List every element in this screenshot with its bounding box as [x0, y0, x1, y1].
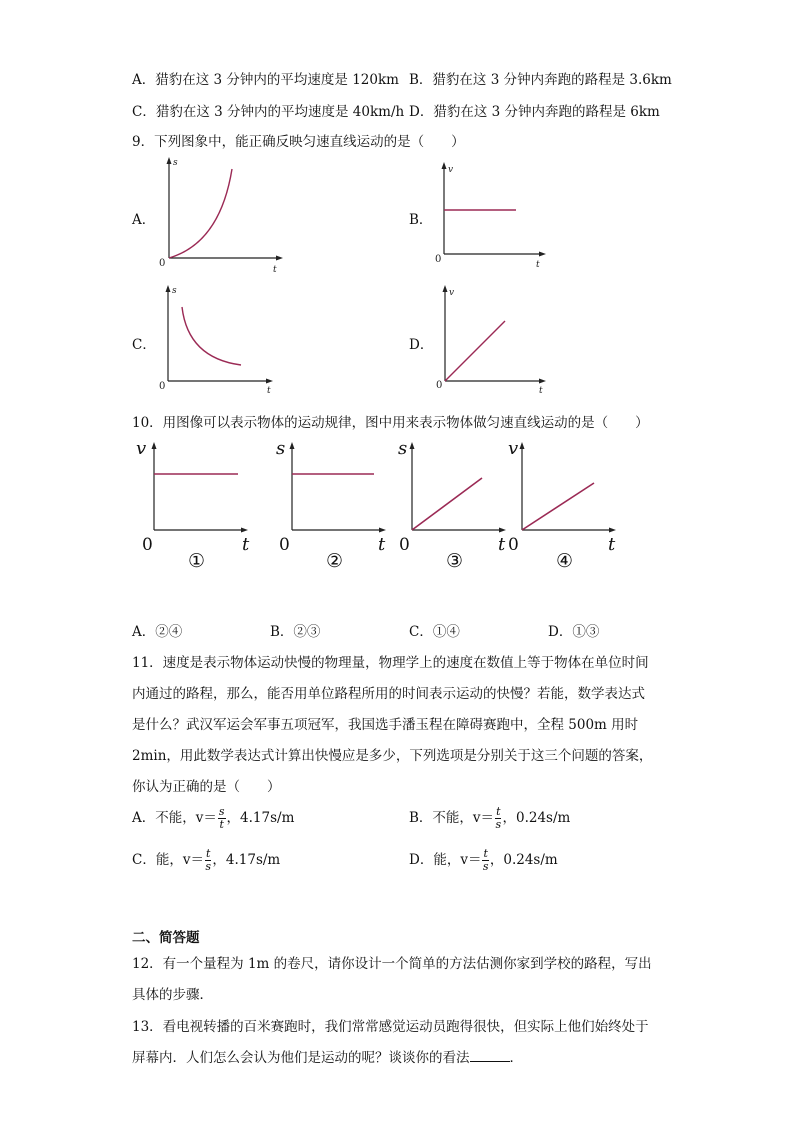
q10-graph-4-number: ④	[556, 550, 574, 572]
q10-4-y-label: v	[508, 438, 519, 459]
q10-1-origin: 0	[142, 535, 153, 554]
q11-stem-line-5: 你认为正确的是（ ）	[132, 779, 281, 795]
q9-graph-a	[155, 155, 285, 275]
q11-stem-line-2: 内通过的路程，那么，能否用单位路程所用的时间表示运动的快慢？若能，数学表达式	[132, 686, 645, 702]
q9a-x-label: t	[273, 265, 277, 275]
q12-line-2: 具体的步骤．	[132, 987, 213, 1003]
q11-stem-line-3: 是什么？武汉军运会军事五项冠军，我国选手潘玉程在障碍赛跑中，全程 500m 用时	[132, 717, 639, 733]
q9c-x-label: t	[267, 386, 271, 395]
q9-stem: 9．下列图象中，能正确反映匀速直线运动的是（ ）	[132, 134, 465, 150]
q10-graph-2-number: ②	[326, 550, 344, 572]
q8-option-d: D．猎豹在这 3 分钟内奔跑的路程是 6km	[409, 104, 660, 120]
q10-3-y-label: s	[398, 438, 408, 459]
q10-4-origin: 0	[508, 535, 519, 554]
q10-option-b: B．②③	[270, 624, 321, 640]
q9c-origin: 0	[159, 381, 166, 392]
q11-option-d: D．能，v＝ $\frac{t}{s}$ ，0.24s/m	[409, 847, 558, 873]
q11-option-c: C．能，v＝ $\frac{t}{s}$ ，4.17s/m	[132, 847, 281, 873]
q10-2-origin: 0	[279, 535, 290, 554]
q11-stem-line-4: 2min，用此数学表达式计算出快慢应是多少，下列选项是分别关于这三个问题的答案，	[132, 748, 653, 764]
q9b-origin: 0	[435, 254, 442, 265]
q10-2-y-label: s	[276, 438, 286, 459]
q10-2-x-label: t	[378, 534, 386, 554]
q9d-y-label: v	[449, 288, 455, 298]
q13-line-2: 屏幕内．人们怎么会认为他们是运动的呢？谈谈你的看法 ．	[132, 1050, 523, 1066]
q10-option-c: C．①④	[409, 624, 460, 640]
q10-4-x-label: t	[608, 534, 616, 554]
q11d-fraction: $\frac{t}{s}$	[482, 847, 489, 873]
q13-line-1: 13．看电视转播的百米赛跑时，我们常常感觉运动员跑得很快，但实际上他们始终处于	[132, 1019, 649, 1035]
q9b-y-label: v	[448, 165, 454, 175]
q10-graph-3	[394, 434, 514, 554]
answer-blank[interactable]	[470, 1049, 510, 1062]
q11a-fraction: $\frac{s}{t}$	[218, 805, 225, 831]
q10-graph-4	[504, 434, 624, 554]
q10-option-a: A．②④	[132, 624, 183, 640]
section-title: 二、简答题	[132, 930, 200, 946]
q9b-x-label: t	[536, 260, 540, 270]
q8-option-c: C．猎豹在这 3 分钟内的平均速度是 40km/h	[132, 104, 405, 120]
q10-1-y-label: v	[136, 438, 147, 459]
q10-option-d: D．①③	[548, 624, 600, 640]
q12-line-1: 12．有一个量程为 1m 的卷尺，请你设计一个简单的方法估测你家到学校的路程，写出	[132, 956, 652, 972]
q9-label-b: B．	[409, 212, 433, 228]
q9d-x-label: t	[539, 386, 543, 395]
q9a-y-label: s	[173, 158, 178, 168]
q11-option-b: B．不能，v＝ $\frac{t}{s}$ ，0.24s/m	[409, 805, 571, 831]
q9c-y-label: s	[172, 286, 177, 296]
q10-graph-3-number: ③	[446, 550, 464, 572]
q8-option-b: B．猎豹在这 3 分钟内奔跑的路程是 3.6km	[409, 72, 672, 88]
q11c-fraction: $\frac{t}{s}$	[205, 847, 211, 873]
q10-graph-2	[274, 434, 394, 554]
q11-stem-line-1: 11．速度是表示物体运动快慢的物理量，物理学上的速度在数值上等于物体在单位时间	[132, 655, 649, 671]
q9-graph-b	[432, 160, 552, 272]
q9-label-a: A．	[132, 212, 156, 228]
q10-1-x-label: t	[242, 534, 250, 554]
q9-label-d: D．	[409, 337, 434, 353]
q9-graph-c	[155, 283, 280, 395]
q11b-fraction: $\frac{t}{s}$	[495, 805, 502, 831]
q9a-origin: 0	[159, 258, 166, 269]
q10-graph-1-number: ①	[188, 550, 206, 572]
q10-3-origin: 0	[399, 535, 410, 554]
q10-3-x-label: t	[498, 534, 506, 554]
q10-graph-1	[136, 434, 256, 554]
q11-option-a: A．不能，v＝ $\frac{s}{t}$ ，4.17s/m	[132, 805, 295, 831]
q9-label-c: C．	[132, 337, 156, 353]
q8-option-a: A．猎豹在这 3 分钟内的平均速度是 120km	[132, 72, 399, 88]
q10-stem: 10．用图像可以表示物体的运动规律，图中用来表示物体做匀速直线运动的是（ ）	[132, 415, 649, 431]
q9-graph-d	[433, 283, 553, 395]
q9d-origin: 0	[436, 380, 443, 391]
